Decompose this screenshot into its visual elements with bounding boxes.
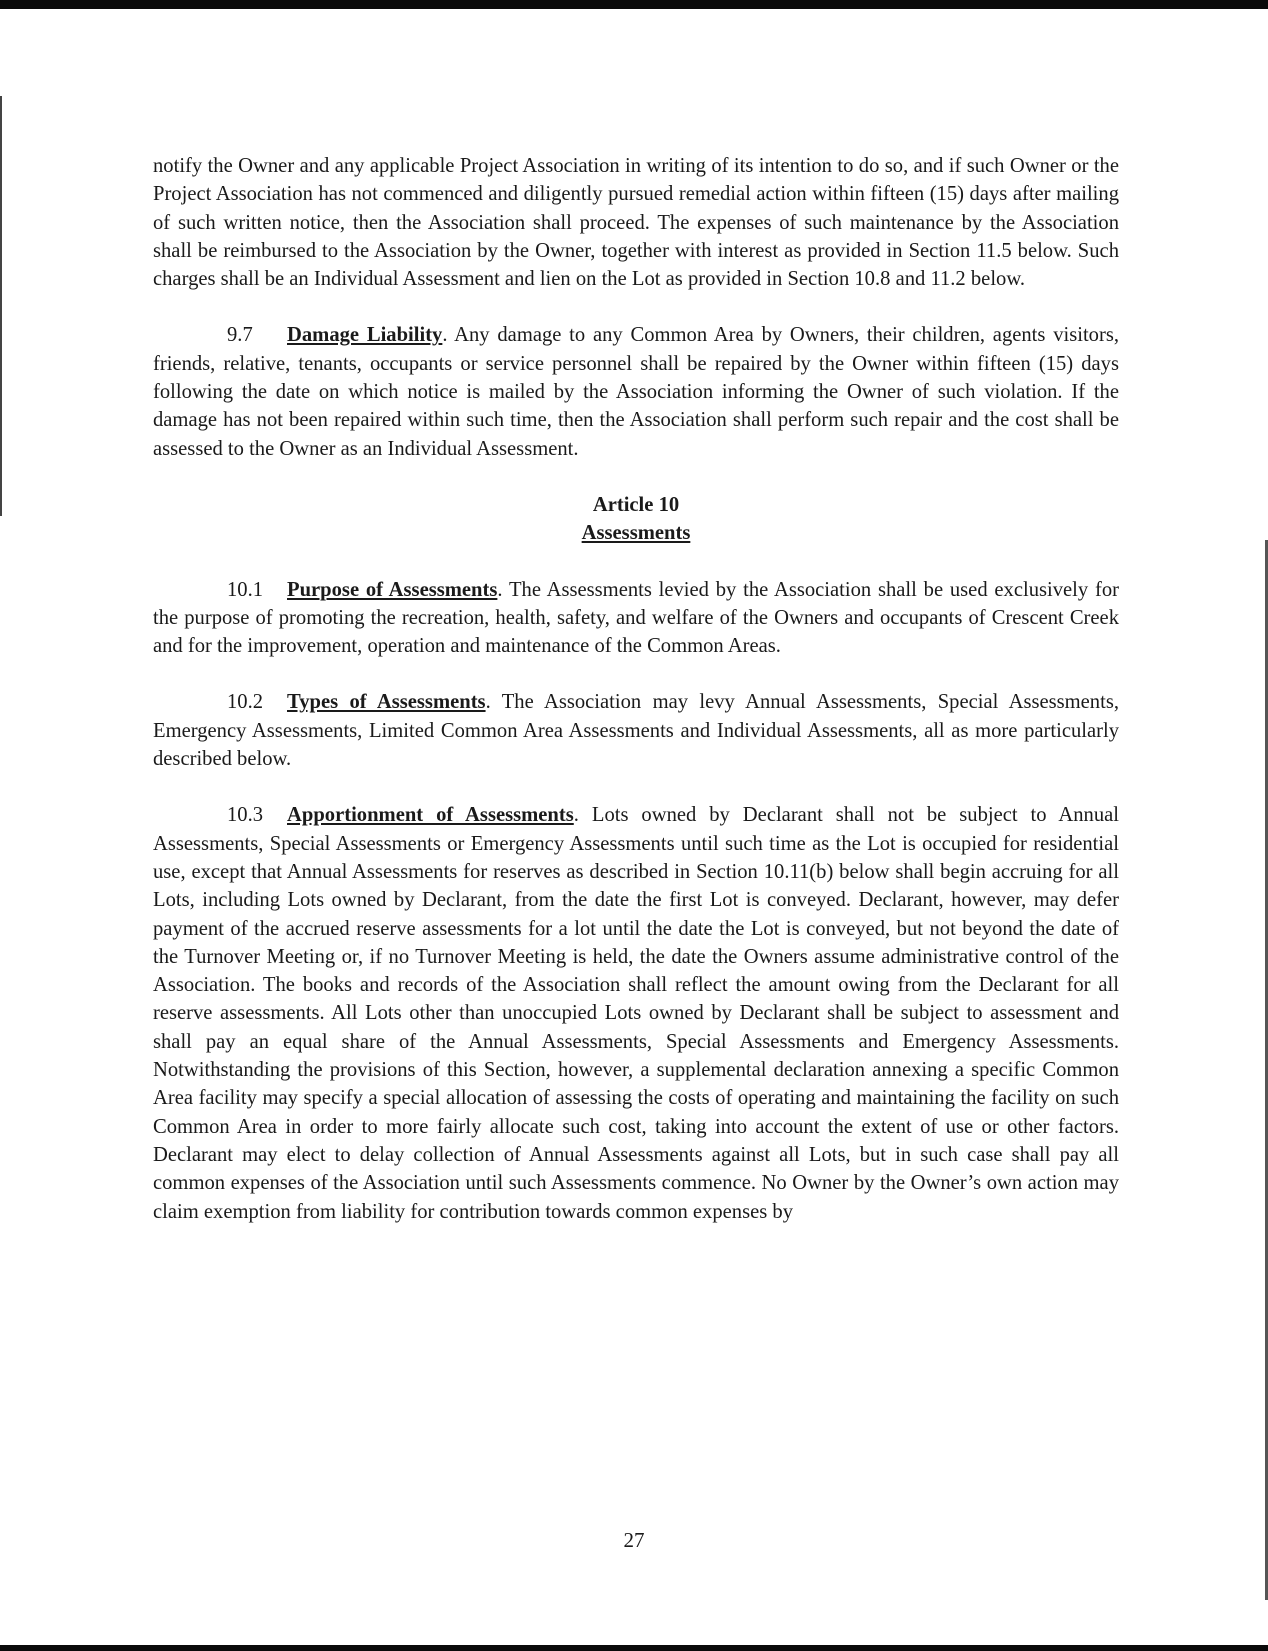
page-number: 27 — [623, 1528, 645, 1552]
document-body — [153, 152, 1119, 1226]
section-body: . The Assessments levied by the Association shall be used exclusively for the purpose of promoting the recreation, health, safety, and welfare of the Owners and occupants of Crescent Creek and for the improvement, operation and maintenance of the Common Areas. — [153, 578, 1119, 658]
paragraph-continuation — [153, 152, 1119, 293]
section-9-7 — [153, 321, 1119, 462]
section-title: Purpose of Assessments — [287, 578, 498, 601]
article-title: Article 10 — [592, 493, 680, 516]
section-body: . Any damage to any Common Area by Owners, their children, agents visitors, friends, relative, tenants, occupants or service personnel shall be repaired by the Owner within fifteen (15) days following the date on which notice is mailed by the Association informing the Owner of such violation. If the damage has not been repaired within such time, then the Association shall perform such repair and the cost shall be assessed to the Owner as an Individual Assessment. — [153, 324, 1119, 460]
section-title: Damage Liability — [287, 324, 443, 347]
section-number: 9.7 — [227, 324, 253, 347]
scan-border-left — [0, 96, 2, 516]
section-title: Types of Assessments — [287, 691, 486, 714]
section-number: 10.1 — [227, 578, 264, 601]
paragraph-continuation-text: notify the Owner and any applicable Project Association in writing of its intention to do so, and if such Owner or the Project Association has not commenced and diligently pursued remedial action within fifteen (15) days after mailing of such written notice, then the Association shall proceed. The expenses of such maintenance by the Association shall be reimbursed to the Association by the Owner, together with interest as provided in Section 11.5 below. Such charges shall be an Individual Assessment and lien on the Lot as provided in Section 10.8 and 11.2 below. — [153, 155, 1119, 291]
scan-border-bottom — [0, 1645, 1268, 1651]
section-title: Apportionment of Assessments — [287, 804, 574, 827]
section-10-3 — [153, 801, 1119, 1225]
section-10-1 — [153, 576, 1119, 661]
section-number: 10.3 — [227, 804, 264, 827]
section-10-2 — [153, 688, 1119, 773]
section-body: . The Association may levy Annual Assessments, Special Assessments, Emergency Assessments, Limited Common Area Assessments and Individual Assessments, all as more particularly described below. — [153, 691, 1119, 771]
section-body: . Lots owned by Declarant shall not be subject to Annual Assessments, Special Assessments or Emergency Assessments until such time as the Lot is occupied for residential use, except that Annual Assessments for reserves as described in Section 10.11(b) below shall begin accruing for all Lots, including Lots owned by Declarant, from the date the first Lot is conveyed. Declarant, however, may defer payment of the accrued reserve assessments for a lot until the date the Lot is conveyed, but not beyond the date of the Turnover Meeting or, if no Turnover Meeting is held, the date the Owners assume administrative control of the Association. The books and records of the Association shall reflect the amount owing from the Declarant for all reserve assessments. All Lots other than unoccupied Lots owned by Declarant shall be subject to assessment and shall pay an equal share of the Annual Assessments, Special Assessments and Emergency Assessments. Notwithstanding the provisions of this Section, however, a supplemental declaration annexing a specific Common Area facility may specify a special allocation of assessing the costs of operating and maintaining the facility on such Common Area in order to more fairly allocate such cost, taking into account the extent of use or other factors. Declarant may elect to delay collection of Annual Assessments against all Lots, but in such case shall pay all common expenses of the Association until such Assessments commence. No Owner by the Owner’s own action may claim exemption from liability for contribution towards common expenses by — [153, 804, 1119, 1223]
scan-border-top — [0, 0, 1268, 9]
article-subtitle: Assessments — [581, 522, 691, 545]
article-heading — [153, 491, 1119, 548]
section-number: 10.2 — [227, 691, 264, 714]
